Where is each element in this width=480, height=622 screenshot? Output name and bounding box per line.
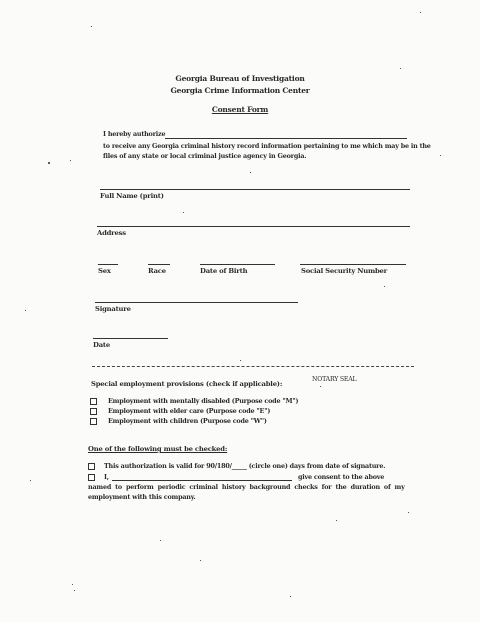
special-item-children: Employment with children (Purpose code "W") xyxy=(108,417,267,425)
checkbox-mentally-disabled[interactable] xyxy=(90,398,97,405)
form-title: Consent Form xyxy=(211,105,269,114)
date-label: Date xyxy=(93,341,110,349)
date-line[interactable] xyxy=(93,338,168,339)
validity-period-text: This authorization is valid for 90/180/_____ (circle one) days from date of signature. xyxy=(104,462,386,470)
race-line[interactable] xyxy=(148,264,170,265)
authorization-text-line2: to receive any Georgia criminal history record information pertaining to me which may be in the xyxy=(103,142,431,150)
scan-speck xyxy=(290,596,291,597)
scan-speck xyxy=(408,512,409,513)
scan-speck xyxy=(240,360,241,361)
authorized-party-line[interactable] xyxy=(165,138,407,139)
dob-label: Date of Birth xyxy=(200,267,248,275)
checkbox-validity-period[interactable] xyxy=(88,463,95,470)
sex-label: Sex xyxy=(98,267,111,275)
scan-speck xyxy=(91,26,92,27)
ssn-label: Social Security Number xyxy=(301,267,388,275)
periodic-consent-line3: employment with this company. xyxy=(88,493,196,501)
dob-line[interactable] xyxy=(200,264,275,265)
periodic-consent-prefix: I, xyxy=(104,473,109,481)
center-name: Georgia Crime Information Center xyxy=(170,86,310,95)
scan-speck xyxy=(200,560,201,561)
scan-speck xyxy=(48,162,50,164)
section-divider xyxy=(92,366,414,367)
scan-speck xyxy=(400,68,401,69)
scan-speck xyxy=(336,520,337,521)
scan-speck xyxy=(440,155,441,156)
authorization-text-line3: files of any state or local criminal justice agency in Georgia. xyxy=(103,152,307,160)
address-label: Address xyxy=(97,229,126,237)
full-name-label: Full Name (print) xyxy=(100,192,164,200)
checkbox-children[interactable] xyxy=(90,418,97,425)
scan-speck xyxy=(420,12,421,13)
scan-speck xyxy=(320,386,321,387)
signature-line[interactable] xyxy=(95,302,298,303)
ssn-line[interactable] xyxy=(300,264,406,265)
special-provisions-heading: Special employment provisions (check if applicable): xyxy=(91,380,283,388)
address-line[interactable] xyxy=(97,226,410,227)
periodic-consent-suffix: give consent to the above xyxy=(298,473,385,481)
scan-speck xyxy=(74,590,75,591)
special-item-mentally-disabled: Employment with mentally disabled (Purpose code "M") xyxy=(108,397,299,405)
scan-speck xyxy=(72,584,73,585)
sex-line[interactable] xyxy=(98,264,118,265)
authorize-label: I hereby authorize xyxy=(103,130,166,138)
scan-speck xyxy=(30,480,31,481)
scan-speck xyxy=(160,540,161,541)
mandatory-heading: One of the following must be checked: xyxy=(88,445,228,453)
checkbox-elder-care[interactable] xyxy=(90,408,97,415)
periodic-consent-line2: named to perform periodic criminal history background checks for the duration of my xyxy=(88,483,405,491)
full-name-line[interactable] xyxy=(100,189,410,190)
special-item-elder-care: Employment with elder care (Purpose code "E") xyxy=(108,407,271,415)
checkbox-periodic-consent[interactable] xyxy=(88,474,95,481)
scan-speck xyxy=(250,172,251,173)
scan-speck xyxy=(183,212,184,213)
race-label: Race xyxy=(148,267,166,275)
notary-seal-label: NOTARY SEAL xyxy=(312,376,357,383)
scan-speck xyxy=(70,160,71,161)
scan-speck xyxy=(25,310,26,311)
agency-name: Georgia Bureau of Investigation xyxy=(175,74,305,83)
signature-label: Signature xyxy=(95,305,131,313)
consent-name-line[interactable] xyxy=(112,480,292,481)
scan-speck xyxy=(384,286,385,287)
